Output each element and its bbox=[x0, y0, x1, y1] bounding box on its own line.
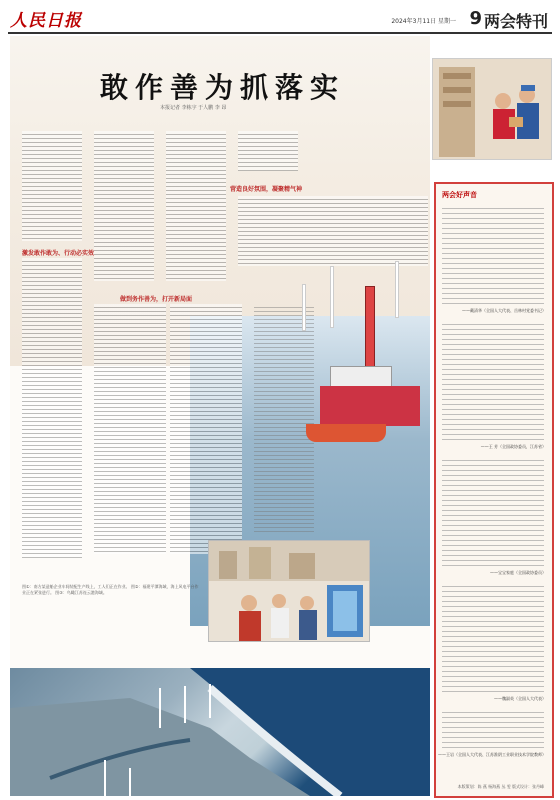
text-column-2b bbox=[94, 304, 166, 554]
subhead-1: 激发敢作敢为、行动必实效 bbox=[22, 250, 95, 257]
subhead-3: 营造良好氛围，凝聚精气神 bbox=[230, 186, 303, 193]
text-column-6 bbox=[254, 304, 314, 534]
sidebar-text bbox=[442, 582, 544, 692]
text-column-3 bbox=[166, 131, 226, 281]
wind-turbine bbox=[395, 261, 399, 318]
factory-photo bbox=[208, 540, 370, 642]
masthead bbox=[8, 6, 552, 34]
factory-illustration bbox=[209, 541, 369, 641]
speaker-name: ——王 芳（全国政协委员，江苏省） bbox=[480, 444, 546, 449]
article-byline: 本报记者 李栋宇 于人鹏 李 昂 bbox=[160, 105, 227, 111]
text-column-5 bbox=[170, 304, 242, 554]
text-column-1b bbox=[22, 258, 82, 558]
speaker-name: ——宝宝家庭（全国政协委员） bbox=[490, 570, 546, 575]
sidebar-text bbox=[442, 320, 544, 440]
text-column-4b bbox=[238, 196, 428, 266]
subhead-2: 做到务作善为，打开新局面 bbox=[120, 296, 193, 303]
sidebar-title: 两会好声音 bbox=[442, 191, 477, 199]
wind-turbine bbox=[330, 266, 334, 328]
offshore-platform bbox=[320, 386, 420, 426]
article-headline: 敢作善为抓落实 bbox=[100, 71, 346, 104]
text-column-4 bbox=[238, 131, 298, 171]
issue-date: 2024年3月11日 星期一 bbox=[391, 18, 456, 25]
sidebar-text bbox=[442, 204, 544, 304]
text-column-1 bbox=[22, 131, 82, 241]
sidebar-text bbox=[442, 708, 544, 748]
speaker-name: ——王岩（全国人大代表、江苏淮阴工业职业技术学院教师） bbox=[438, 752, 546, 757]
newspaper-logo: 人民日报 bbox=[10, 11, 82, 31]
page-number: 9 bbox=[469, 8, 482, 29]
page-credits: 本版策划：陈 燕 杨海燕 丛 雯 版式设计：张丹峰 bbox=[457, 784, 544, 789]
workers-photo bbox=[432, 58, 552, 160]
speaker-name: ——戴清华（全国人大代表、岳林村党委书记） bbox=[462, 308, 546, 313]
wind-turbine bbox=[302, 284, 306, 331]
photo-caption: 图①：南方某造船企业车间装配生产线上，工人们正在作业。 图②：福建平潭海域，海上风电平台作业正在紧张进行。 图③：鸟瞰江苏连云港海域。 bbox=[22, 584, 199, 595]
section-title: 两会特刊 bbox=[483, 12, 548, 31]
speaker-name: ——魏淑英（全国人大代表） bbox=[494, 696, 546, 701]
supply-ship bbox=[306, 424, 386, 442]
coastline-photo bbox=[10, 668, 430, 796]
sidebar-text bbox=[442, 456, 544, 566]
sidebar-voices bbox=[434, 182, 554, 798]
workers-illustration bbox=[433, 59, 551, 159]
text-column-2 bbox=[94, 131, 154, 281]
coastline-illustration bbox=[10, 668, 430, 796]
